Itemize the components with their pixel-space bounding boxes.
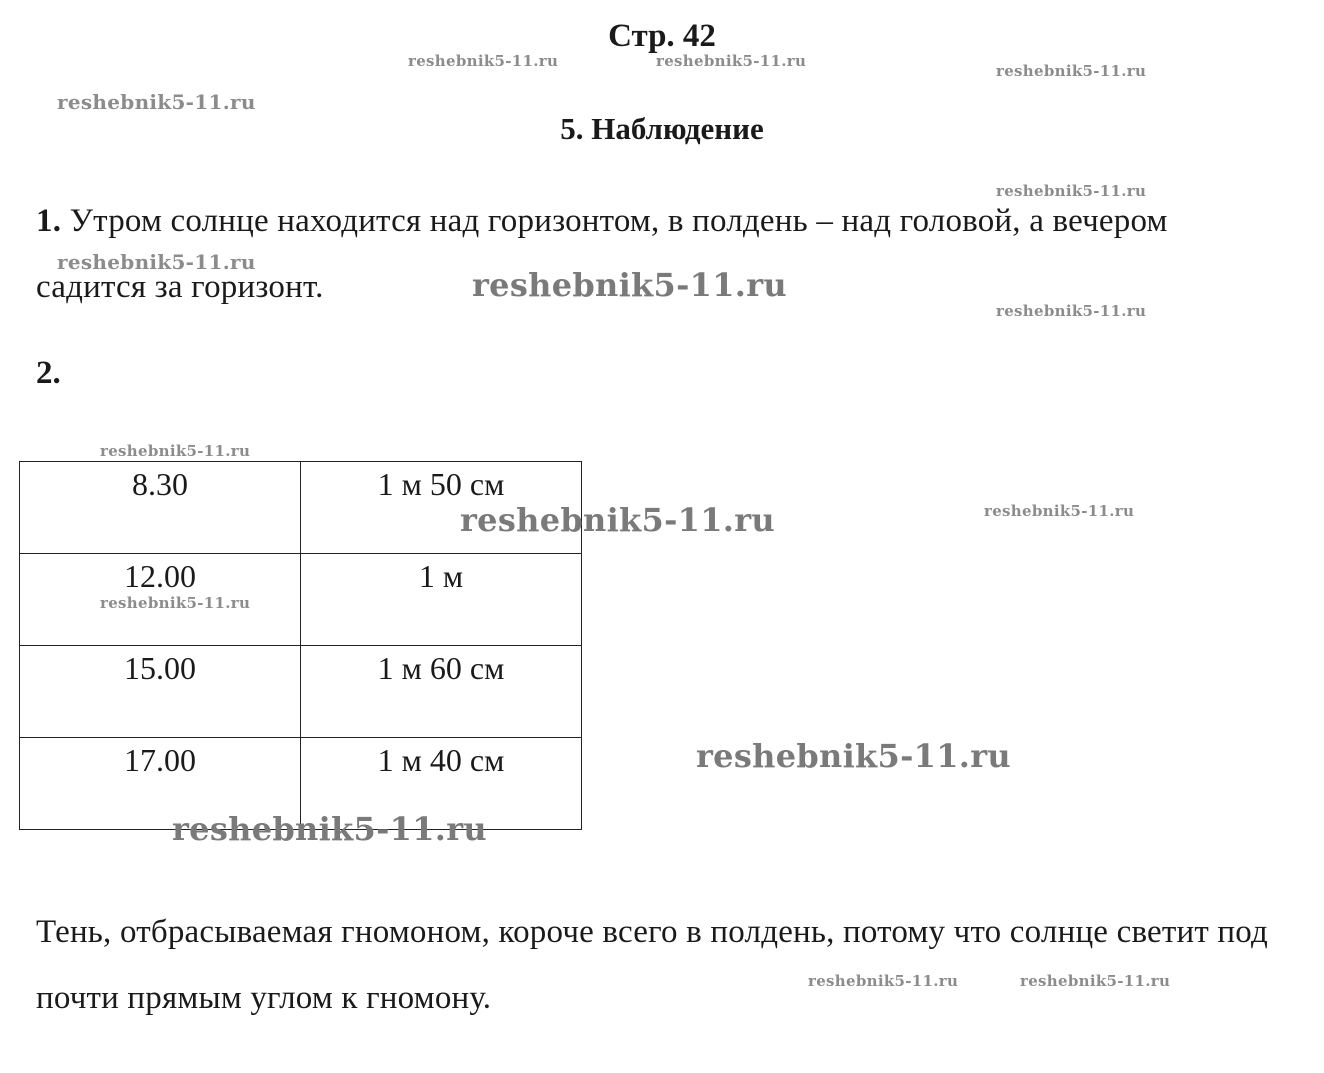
shadow-length-cell: 1 м 50 см	[301, 462, 582, 554]
time-cell: 17.00	[20, 738, 301, 830]
watermark: reshebnik5-11.ru	[656, 52, 807, 70]
watermark: reshebnik5-11.ru	[408, 52, 559, 70]
shadow-length-cell: 1 м	[301, 554, 582, 646]
watermark: reshebnik5-11.ru	[996, 62, 1147, 80]
watermark: reshebnik5-11.ru	[172, 810, 487, 848]
watermark: reshebnik5-11.ru	[808, 972, 959, 990]
section-title: 5. Наблюдение	[560, 111, 764, 146]
watermark: reshebnik5-11.ru	[100, 594, 251, 612]
page-title: Стр. 42	[608, 18, 716, 54]
watermark: reshebnik5-11.ru	[57, 250, 256, 274]
watermark: reshebnik5-11.ru	[1020, 972, 1171, 990]
watermark: reshebnik5-11.ru	[100, 442, 251, 460]
task1-number: 1.	[36, 203, 62, 239]
shadow-length-cell: 1 м 40 см	[301, 738, 582, 830]
watermark: reshebnik5-11.ru	[696, 737, 1011, 775]
time-cell: 15.00	[20, 646, 301, 738]
time-cell: 8.30	[20, 462, 301, 554]
watermark: reshebnik5-11.ru	[472, 266, 787, 304]
shadow-length-cell: 1 м 60 см	[301, 646, 582, 738]
watermark: reshebnik5-11.ru	[57, 90, 256, 114]
watermark: reshebnik5-11.ru	[996, 302, 1147, 320]
watermark: reshebnik5-11.ru	[460, 501, 775, 539]
conclusion-paragraph: Тень, отбрасываемая гномоном, короче всего в полдень, потому что солнце светит под почти прямым углом к гномону.	[36, 914, 1269, 1016]
watermark: reshebnik5-11.ru	[984, 502, 1135, 520]
table-row	[20, 646, 582, 738]
watermark: reshebnik5-11.ru	[996, 182, 1147, 200]
task2-number: 2.	[36, 355, 61, 391]
time-cell: 12.00	[20, 554, 301, 646]
task1-text: Утром солнце находится над горизонтом, в полдень – над головой, а вечером садится за горизонт.	[36, 203, 1168, 305]
